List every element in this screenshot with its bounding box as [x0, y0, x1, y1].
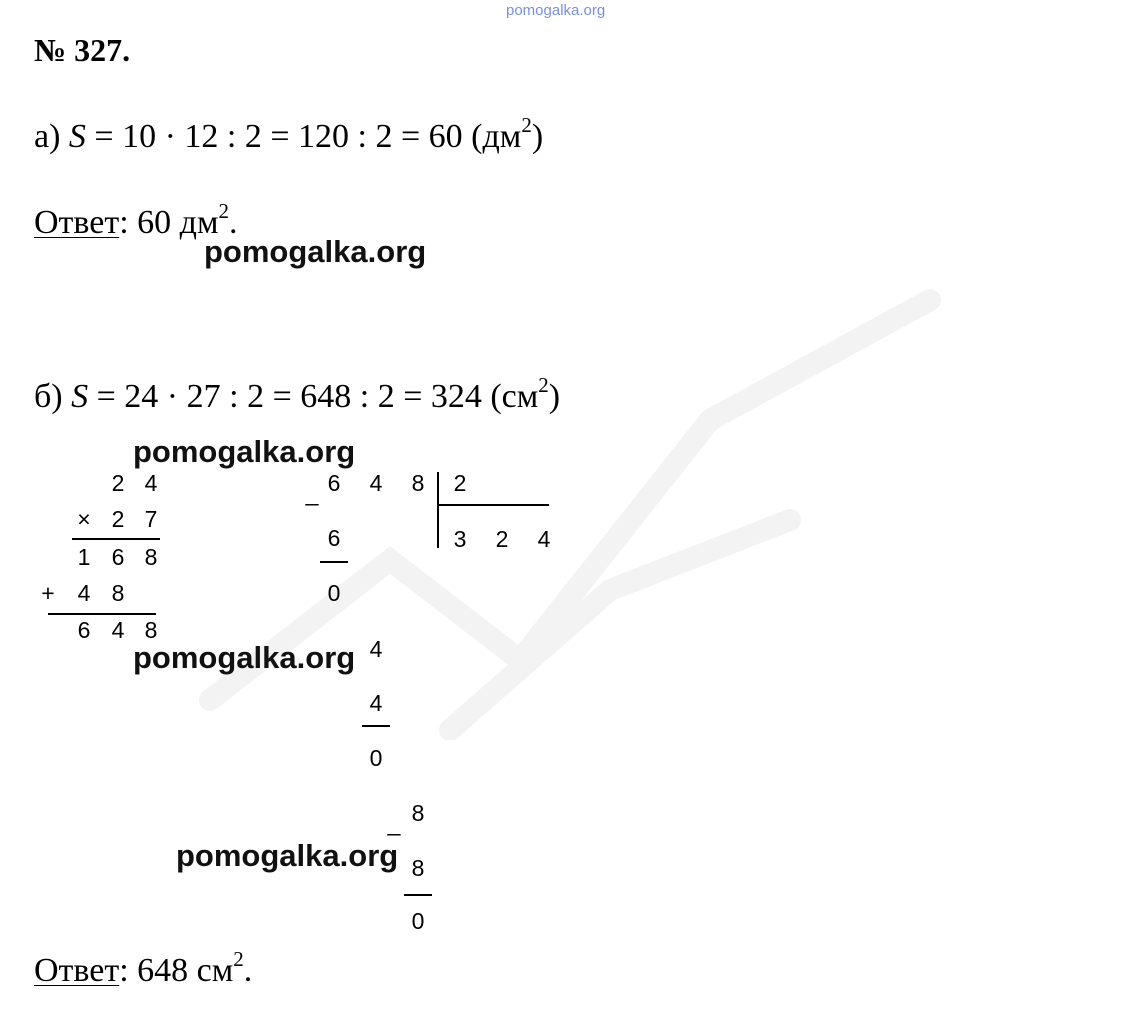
step2-remainder: 0 — [369, 745, 383, 771]
mul-partial1-digit: 6 — [111, 544, 125, 570]
add-operator: + — [41, 580, 55, 606]
watermark-4: pomogalka.org — [176, 838, 399, 873]
step2-brought-down: 4 — [369, 636, 383, 662]
quotient-digit: 3 — [453, 526, 467, 552]
quotient-digit: 2 — [495, 526, 509, 552]
mul-row1-digit: 2 — [111, 470, 125, 496]
mul-line-2 — [48, 613, 156, 615]
dividend-digit: 4 — [369, 470, 383, 496]
part-a-equation: а) S = 10 · 12 : 2 = 120 : 2 = 60 $(дм^2)$ — [34, 113, 544, 155]
division-bar-horizontal — [437, 504, 549, 506]
mul-result-digit: 8 — [144, 617, 158, 643]
mul-result-digit: 6 — [77, 617, 91, 643]
top-watermark: pomogalka.org — [506, 2, 606, 19]
step3-line — [404, 894, 432, 896]
step1-line — [320, 561, 348, 563]
watermark-3: pomogalka.org — [133, 640, 356, 675]
mul-partial1-digit: 1 — [77, 544, 91, 570]
step2-subtrahend: 4 — [369, 690, 383, 716]
step3-brought-down: 8 — [411, 800, 425, 826]
dividend-digit: 6 — [327, 470, 341, 496]
part-b-equation: б) S = 24 · 27 : 2 = 648 : 2 = 324 $(см^2)$ — [34, 373, 561, 415]
mul-result-digit: 4 — [111, 617, 125, 643]
dividend-digit: 8 — [411, 470, 425, 496]
step1-subtrahend: 6 — [327, 525, 341, 551]
step3-remainder: 0 — [411, 908, 425, 934]
mul-partial2-digit: 4 — [77, 580, 91, 606]
problem-number: № 327. — [34, 32, 131, 68]
step3-minus: _ — [387, 810, 401, 836]
mul-row2-digit: 7 — [144, 506, 158, 532]
mul-row1-digit: 4 — [144, 470, 158, 496]
division-bar-vertical — [437, 472, 439, 548]
step1-remainder: 0 — [327, 580, 341, 606]
mul-operator: × — [77, 506, 91, 532]
mul-line-1 — [72, 538, 160, 540]
quotient-digit: 4 — [537, 526, 551, 552]
mul-partial2-digit: 8 — [111, 580, 125, 606]
step3-subtrahend: 8 — [411, 855, 425, 881]
answer-b: Ответ: 648 $см^2$. — [34, 947, 253, 989]
step2-line — [362, 725, 390, 727]
answer-a: Ответ: 60 $дм^2$. — [34, 199, 238, 241]
division-minus: _ — [305, 480, 319, 506]
watermark-1: pomogalka.org — [204, 234, 427, 269]
divisor: 2 — [453, 470, 467, 496]
mul-partial1-digit: 8 — [144, 544, 158, 570]
watermark-2: pomogalka.org — [133, 434, 356, 469]
mul-row2-digit: 2 — [111, 506, 125, 532]
